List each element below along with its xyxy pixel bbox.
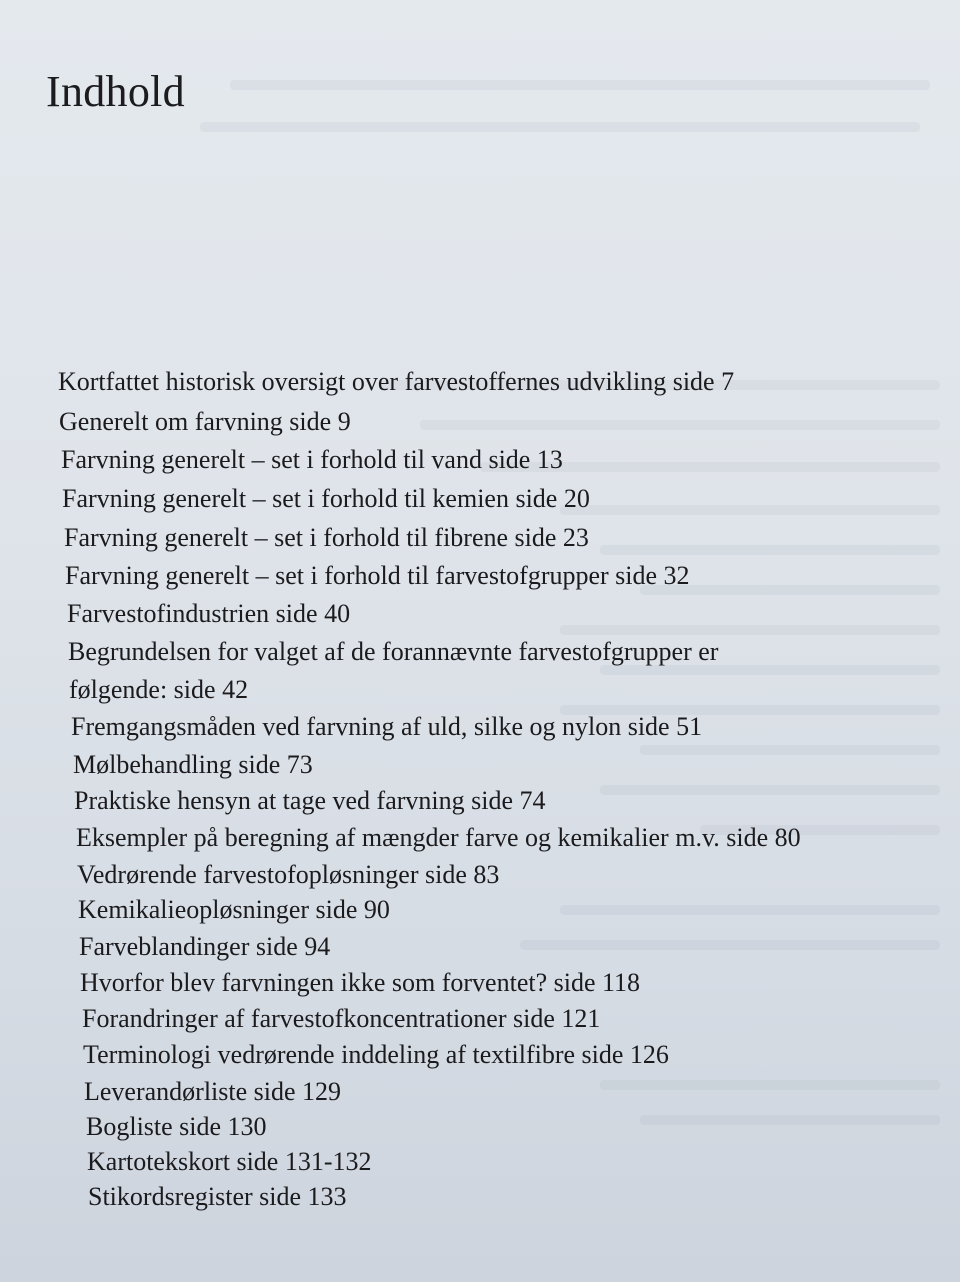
toc-entry: Kartotekskort side 131-132	[87, 1147, 372, 1176]
show-through-line	[600, 545, 940, 555]
show-through-line	[520, 940, 940, 950]
toc-entry: Eksempler på beregning af mængder farve og kemikalier m.v. side 80	[76, 823, 801, 852]
show-through-line	[640, 745, 940, 755]
show-through-line	[560, 505, 940, 515]
show-through-line	[640, 1115, 940, 1125]
toc-entry: Fremgangsmåden ved farvning af uld, silke og nylon side 51	[71, 712, 703, 741]
toc-entry: Kortfattet historisk oversigt over farvestoffernes udvikling side 7	[58, 367, 735, 396]
toc-entry: Farvning generelt – set i forhold til vand side 13	[61, 445, 563, 474]
toc-entry: Terminologi vedrørende inddeling af textilfibre side 126	[83, 1040, 669, 1069]
toc-entry: Mølbehandling side 73	[73, 750, 313, 779]
toc-entry: Hvorfor blev farvningen ikke som forventet? side 118	[80, 968, 641, 997]
toc-entry: Forandringer af farvestofkoncentrationer side 121	[82, 1004, 601, 1033]
page-title: Indhold	[46, 67, 185, 116]
toc-entry: Bogliste side 130	[86, 1112, 267, 1141]
toc-entry: Farvning generelt – set i forhold til fibrene side 23	[64, 523, 589, 552]
toc-entry: Generelt om farvning side 9	[59, 407, 351, 436]
show-through-line	[600, 1080, 940, 1090]
toc-entry: Farvning generelt – set i forhold til farvestofgrupper side 32	[65, 561, 690, 590]
toc-entry: Kemikalieopløsninger side 90	[78, 895, 390, 924]
toc-entry: Farveblandinger side 94	[79, 932, 331, 961]
toc-entry: Leverandørliste side 129	[84, 1077, 342, 1106]
show-through-line	[560, 625, 940, 635]
show-through-line	[230, 80, 930, 90]
toc-entry: Farvestofindustrien side 40	[67, 599, 351, 628]
toc-entry: følgende: side 42	[69, 675, 249, 704]
toc-entry: Farvning generelt – set i forhold til kemien side 20	[62, 484, 590, 513]
toc-entry: Praktiske hensyn at tage ved farvning side 74	[74, 786, 546, 815]
toc-entry: Stikordsregister side 133	[88, 1182, 347, 1211]
show-through-line	[200, 122, 920, 132]
toc-entry: Vedrørende farvestofopløsninger side 83	[77, 860, 500, 889]
toc-entry: Begrundelsen for valget af de forannævnte farvestofgrupper er	[68, 637, 719, 666]
show-through-line	[420, 420, 940, 430]
show-through-line	[600, 785, 940, 795]
show-through-line	[560, 905, 940, 915]
